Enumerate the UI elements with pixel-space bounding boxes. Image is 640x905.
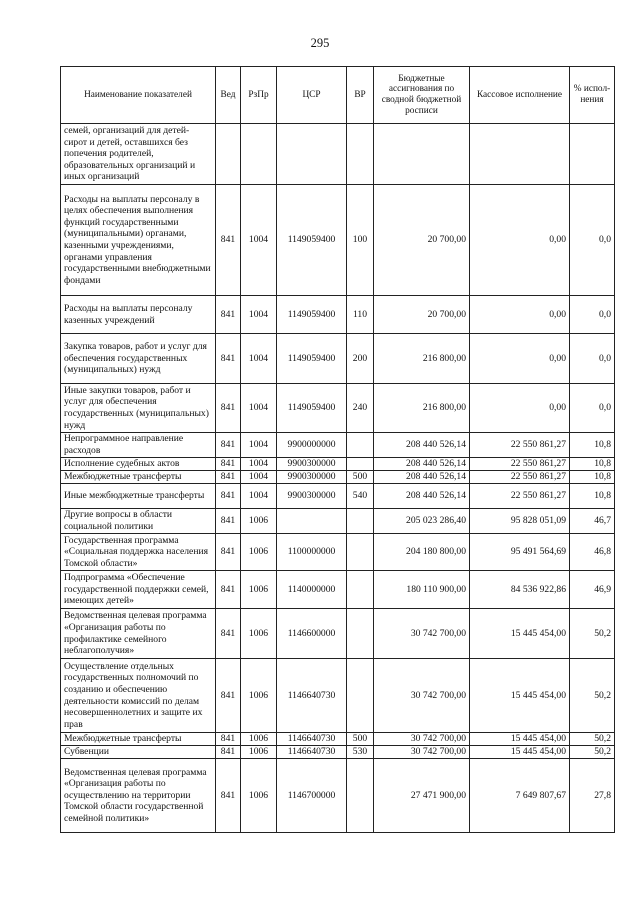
cell-name: Непрограммное направление расходов xyxy=(61,433,216,458)
cell-pct: 46,9 xyxy=(570,571,615,609)
cell-vr xyxy=(347,534,374,571)
cell-csr: 1146600000 xyxy=(277,609,347,659)
header-vr: ВР xyxy=(347,67,374,124)
cell-ved: 841 xyxy=(216,609,241,659)
cell-vr: 500 xyxy=(347,471,374,484)
cell-name: семей, организаций для детей-сирот и детей, оставшихся без попечения родителей, образовательных организаций и иных организаций xyxy=(61,124,216,185)
header-csr: ЦСР xyxy=(277,67,347,124)
cell-pct: 10,8 xyxy=(570,458,615,471)
cell-cash: 15 445 454,00 xyxy=(470,733,570,746)
cell-vr xyxy=(347,571,374,609)
cell-pct: 0,0 xyxy=(570,334,615,384)
header-ved: Вед xyxy=(216,67,241,124)
cell-name: Подпрограмма «Обеспечение государственной поддержки семей, имеющих детей» xyxy=(61,571,216,609)
table-row xyxy=(61,571,615,609)
cell-csr: 9900300000 xyxy=(277,471,347,484)
table-row xyxy=(61,124,615,185)
cell-vr xyxy=(347,609,374,659)
cell-budget: 30 742 700,00 xyxy=(374,659,470,733)
cell-csr: 9900300000 xyxy=(277,484,347,509)
cell-ved: 841 xyxy=(216,384,241,433)
cell-csr: 1146700000 xyxy=(277,759,347,833)
cell-budget: 205 023 286,40 xyxy=(374,509,470,534)
cell-budget: 30 742 700,00 xyxy=(374,746,470,759)
cell-name: Исполнение судебных актов xyxy=(61,458,216,471)
table-row xyxy=(61,534,615,571)
cell-cash: 22 550 861,27 xyxy=(470,471,570,484)
cell-ved: 841 xyxy=(216,659,241,733)
cell-csr: 1149059400 xyxy=(277,185,347,296)
cell-cash: 22 550 861,27 xyxy=(470,433,570,458)
header-budget: Бюджетные ассигнования по сводной бюджетной росписи xyxy=(374,67,470,124)
cell-budget: 208 440 526,14 xyxy=(374,433,470,458)
cell-name: Расходы на выплаты персоналу казенных учреждений xyxy=(61,296,216,334)
cell-rzpr xyxy=(241,124,277,185)
cell-rzpr: 1004 xyxy=(241,433,277,458)
table-row xyxy=(61,484,615,509)
table-row xyxy=(61,509,615,534)
cell-budget: 20 700,00 xyxy=(374,185,470,296)
table-row xyxy=(61,296,615,334)
cell-ved: 841 xyxy=(216,733,241,746)
cell-pct: 10,8 xyxy=(570,484,615,509)
cell-pct: 10,8 xyxy=(570,471,615,484)
cell-pct: 50,2 xyxy=(570,746,615,759)
cell-vr: 500 xyxy=(347,733,374,746)
cell-name: Государственная программа «Социальная поддержка населения Томской области» xyxy=(61,534,216,571)
cell-rzpr: 1004 xyxy=(241,484,277,509)
cell-rzpr: 1006 xyxy=(241,571,277,609)
cell-csr xyxy=(277,124,347,185)
cell-vr xyxy=(347,509,374,534)
cell-csr: 1146640730 xyxy=(277,733,347,746)
cell-ved: 841 xyxy=(216,334,241,384)
cell-budget: 30 742 700,00 xyxy=(374,733,470,746)
table-row xyxy=(61,471,615,484)
cell-pct: 50,2 xyxy=(570,659,615,733)
table-row xyxy=(61,433,615,458)
cell-name: Другие вопросы в области социальной политики xyxy=(61,509,216,534)
cell-csr: 1149059400 xyxy=(277,384,347,433)
cell-budget: 27 471 900,00 xyxy=(374,759,470,833)
cell-cash: 84 536 922,86 xyxy=(470,571,570,609)
page-number: 295 xyxy=(310,36,330,50)
cell-ved: 841 xyxy=(216,458,241,471)
cell-rzpr: 1004 xyxy=(241,334,277,384)
cell-cash: 22 550 861,27 xyxy=(470,484,570,509)
cell-rzpr: 1006 xyxy=(241,534,277,571)
cell-budget: 20 700,00 xyxy=(374,296,470,334)
cell-vr: 100 xyxy=(347,185,374,296)
table-row xyxy=(61,659,615,733)
cell-csr: 1100000000 xyxy=(277,534,347,571)
cell-budget xyxy=(374,124,470,185)
cell-ved: 841 xyxy=(216,509,241,534)
cell-ved: 841 xyxy=(216,571,241,609)
cell-pct: 0,0 xyxy=(570,296,615,334)
cell-pct: 46,8 xyxy=(570,534,615,571)
cell-rzpr: 1006 xyxy=(241,733,277,746)
table-row xyxy=(61,458,615,471)
cell-name: Ведомственная целевая программа «Организация работы по осуществлению на территории Томской области государственной семейной политики» xyxy=(61,759,216,833)
cell-name: Иные межбюджетные трансферты xyxy=(61,484,216,509)
cell-pct: 0,0 xyxy=(570,185,615,296)
cell-name: Осуществление отдельных государственных полномочий по созданию и обеспечению деятельности комиссий по делам несовершеннолетних и защите их прав xyxy=(61,659,216,733)
cell-name: Субвенции xyxy=(61,746,216,759)
cell-budget: 216 800,00 xyxy=(374,334,470,384)
cell-cash: 0,00 xyxy=(470,384,570,433)
cell-cash: 0,00 xyxy=(470,296,570,334)
cell-budget: 208 440 526,14 xyxy=(374,471,470,484)
table-row xyxy=(61,185,615,296)
table-row xyxy=(61,334,615,384)
header-name: Наименование показателей xyxy=(61,67,216,124)
header-rzpr: РзПр xyxy=(241,67,277,124)
cell-vr: 200 xyxy=(347,334,374,384)
table-row xyxy=(61,746,615,759)
cell-rzpr: 1004 xyxy=(241,384,277,433)
cell-csr: 1146640730 xyxy=(277,746,347,759)
header-pct: % испол-нения xyxy=(570,67,615,124)
cell-rzpr: 1004 xyxy=(241,458,277,471)
cell-budget: 216 800,00 xyxy=(374,384,470,433)
cell-rzpr: 1006 xyxy=(241,509,277,534)
cell-ved: 841 xyxy=(216,471,241,484)
cell-cash: 7 649 807,67 xyxy=(470,759,570,833)
cell-ved: 841 xyxy=(216,484,241,509)
cell-csr xyxy=(277,509,347,534)
cell-name: Иные закупки товаров, работ и услуг для обеспечения государственных (муниципальных) нужд xyxy=(61,384,216,433)
cell-cash xyxy=(470,124,570,185)
cell-ved: 841 xyxy=(216,296,241,334)
cell-ved: 841 xyxy=(216,185,241,296)
cell-cash: 15 445 454,00 xyxy=(470,609,570,659)
cell-rzpr: 1004 xyxy=(241,471,277,484)
cell-vr xyxy=(347,659,374,733)
cell-budget: 180 110 900,00 xyxy=(374,571,470,609)
cell-rzpr: 1006 xyxy=(241,759,277,833)
cell-ved: 841 xyxy=(216,433,241,458)
cell-pct: 50,2 xyxy=(570,733,615,746)
cell-vr: 530 xyxy=(347,746,374,759)
cell-ved: 841 xyxy=(216,534,241,571)
cell-rzpr: 1004 xyxy=(241,185,277,296)
cell-cash: 95 828 051,09 xyxy=(470,509,570,534)
cell-cash: 15 445 454,00 xyxy=(470,659,570,733)
table-row xyxy=(61,609,615,659)
header-cash: Кассовое исполнение xyxy=(470,67,570,124)
cell-csr: 1149059400 xyxy=(277,296,347,334)
cell-csr: 1146640730 xyxy=(277,659,347,733)
cell-budget: 208 440 526,14 xyxy=(374,484,470,509)
cell-vr: 110 xyxy=(347,296,374,334)
cell-vr xyxy=(347,759,374,833)
cell-pct: 0,0 xyxy=(570,384,615,433)
cell-vr: 240 xyxy=(347,384,374,433)
cell-vr: 540 xyxy=(347,484,374,509)
cell-ved: 841 xyxy=(216,759,241,833)
cell-vr xyxy=(347,124,374,185)
cell-name: Расходы на выплаты персоналу в целях обеспечения выполнения функций государственными (муниципальными) органами, казенными учреждениями, органами управления государственными внебюджетными фондами xyxy=(61,185,216,296)
cell-csr: 9900300000 xyxy=(277,458,347,471)
cell-budget: 30 742 700,00 xyxy=(374,609,470,659)
cell-budget: 208 440 526,14 xyxy=(374,458,470,471)
cell-pct: 46,7 xyxy=(570,509,615,534)
cell-budget: 204 180 800,00 xyxy=(374,534,470,571)
cell-csr: 9900000000 xyxy=(277,433,347,458)
table-row xyxy=(61,759,615,833)
cell-name: Межбюджетные трансферты xyxy=(61,733,216,746)
cell-cash: 22 550 861,27 xyxy=(470,458,570,471)
cell-vr xyxy=(347,458,374,471)
cell-name: Межбюджетные трансферты xyxy=(61,471,216,484)
cell-cash: 0,00 xyxy=(470,334,570,384)
cell-name: Закупка товаров, работ и услуг для обеспечения государственных (муниципальных) нужд xyxy=(61,334,216,384)
budget-execution-table xyxy=(60,66,615,833)
cell-csr: 1140000000 xyxy=(277,571,347,609)
cell-cash: 95 491 564,69 xyxy=(470,534,570,571)
cell-rzpr: 1006 xyxy=(241,609,277,659)
cell-csr: 1149059400 xyxy=(277,334,347,384)
cell-pct: 10,8 xyxy=(570,433,615,458)
table-row xyxy=(61,733,615,746)
cell-cash: 15 445 454,00 xyxy=(470,746,570,759)
cell-rzpr: 1004 xyxy=(241,296,277,334)
cell-pct: 27,8 xyxy=(570,759,615,833)
cell-pct xyxy=(570,124,615,185)
cell-cash: 0,00 xyxy=(470,185,570,296)
cell-rzpr: 1006 xyxy=(241,746,277,759)
cell-rzpr: 1006 xyxy=(241,659,277,733)
cell-vr xyxy=(347,433,374,458)
table-header-row xyxy=(61,67,615,124)
cell-ved xyxy=(216,124,241,185)
table-row xyxy=(61,384,615,433)
cell-pct: 50,2 xyxy=(570,609,615,659)
cell-name: Ведомственная целевая программа «Организация работы по профилактике семейного неблагополучия» xyxy=(61,609,216,659)
cell-ved: 841 xyxy=(216,746,241,759)
